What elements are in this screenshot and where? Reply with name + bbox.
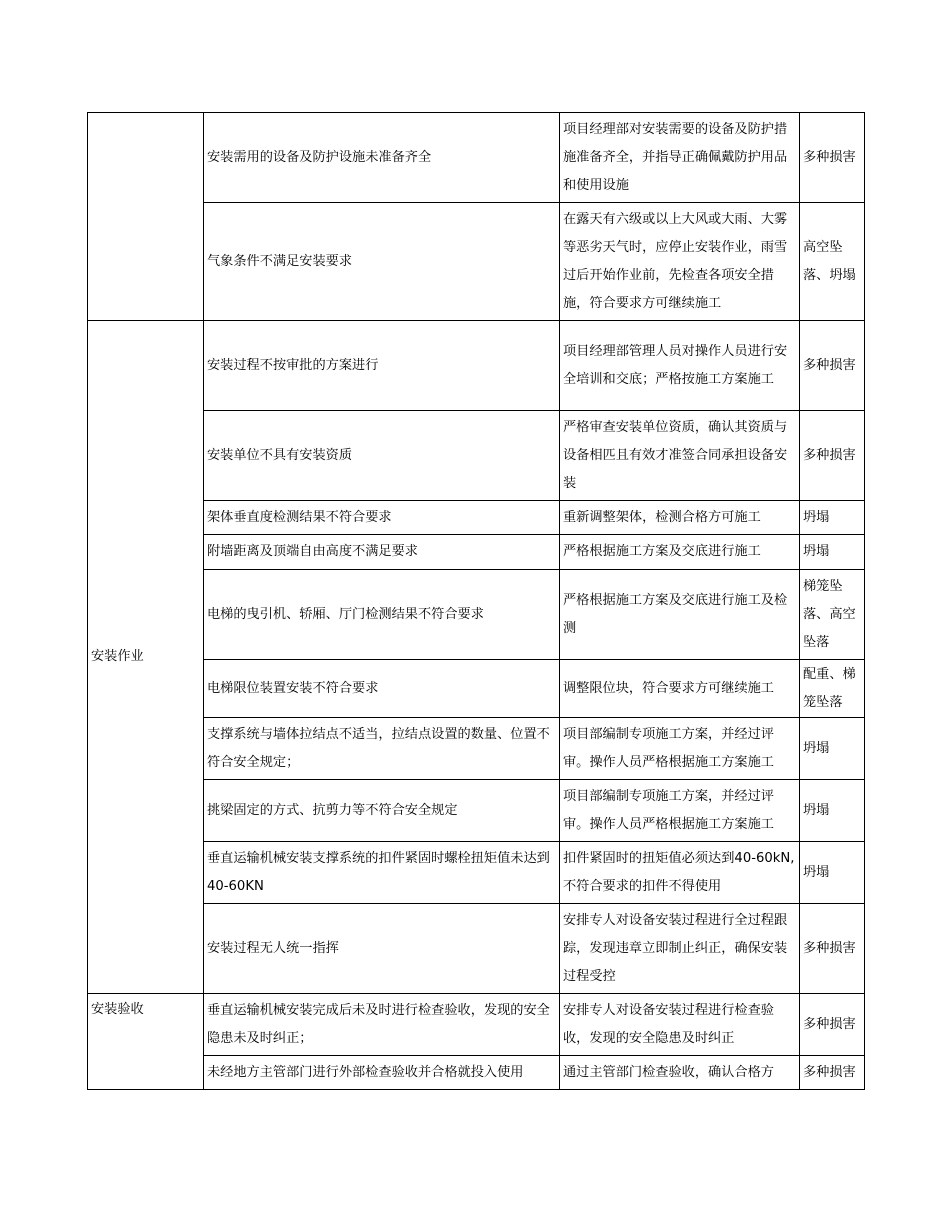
measure-cell: 严格根据施工方案及交底进行施工 — [560, 535, 800, 570]
stage-cell-install-work: 安装作业 — [88, 321, 204, 994]
consequence-cell: 高空坠落、坍塌 — [800, 203, 865, 321]
hazard-cell: 气象条件不满足安装要求 — [204, 203, 560, 321]
measure-cell: 安排专人对设备安装过程进行检查验收，发现的安全隐患及时纠正 — [560, 994, 800, 1056]
consequence-cell: 坍塌 — [800, 501, 865, 535]
hazard-cell: 垂直运输机械安装完成后未及时进行检查验收，发现的安全隐患未及时纠正； — [204, 994, 560, 1056]
measure-cell: 重新调整架体，检测合格方可施工 — [560, 501, 800, 535]
hazard-cell: 安装单位不具有安装资质 — [204, 411, 560, 501]
table-row — [88, 660, 865, 718]
table-row — [88, 842, 865, 904]
table-row — [88, 1056, 865, 1090]
table-row — [88, 203, 865, 321]
table-row — [88, 904, 865, 994]
hazard-cell: 垂直运输机械安装支撑系统的扣件紧固时螺栓扭矩值未达到40-60KN — [204, 842, 560, 904]
measure-cell: 项目经理部管理人员对操作人员进行安全培训和交底；严格按施工方案施工 — [560, 321, 800, 411]
consequence-cell: 多种损害 — [800, 113, 865, 203]
hazard-cell: 附墙距离及顶端自由高度不满足要求 — [204, 535, 560, 570]
measure-cell: 严格审查安装单位资质，确认其资质与设备相匹且有效才准签合同承担设备安装 — [560, 411, 800, 501]
table-row — [88, 780, 865, 842]
stage-cell-install-acceptance: 安装验收 — [88, 994, 204, 1090]
stage-cell-empty — [88, 113, 204, 321]
hazard-cell: 电梯的曳引机、轿厢、厅门检测结果不符合要求 — [204, 570, 560, 660]
measure-cell: 严格根据施工方案及交底进行施工及检测 — [560, 570, 800, 660]
hazard-cell: 架体垂直度检测结果不符合要求 — [204, 501, 560, 535]
hazard-cell: 电梯限位装置安装不符合要求 — [204, 660, 560, 718]
hazard-cell: 支撑系统与墙体拉结点不适当，拉结点设置的数量、位置不符合安全规定； — [204, 718, 560, 780]
measure-cell: 扣件紧固时的扭矩值必须达到40-60kN,不符合要求的扣件不得使用 — [560, 842, 800, 904]
consequence-cell: 多种损害 — [800, 411, 865, 501]
hazard-cell: 挑梁固定的方式、抗剪力等不符合安全规定 — [204, 780, 560, 842]
measure-cell: 安排专人对设备安装过程进行全过程跟踪，发现违章立即制止纠正，确保安装过程受控 — [560, 904, 800, 994]
consequence-cell: 多种损害 — [800, 904, 865, 994]
table-row — [88, 718, 865, 780]
hazard-cell: 安装需用的设备及防护设施未准备齐全 — [204, 113, 560, 203]
consequence-cell: 配重、梯笼坠落 — [800, 660, 865, 718]
measure-cell: 通过主管部门检查验收，确认合格方 — [560, 1056, 800, 1090]
consequence-cell: 多种损害 — [800, 321, 865, 411]
consequence-cell: 坍塌 — [800, 535, 865, 570]
table-row — [88, 570, 865, 660]
table-row — [88, 321, 865, 411]
measure-cell: 项目经理部对安装需要的设备及防护措施准备齐全，并指导正确佩戴防护用品和使用设施 — [560, 113, 800, 203]
hazard-cell: 安装过程无人统一指挥 — [204, 904, 560, 994]
table-row — [88, 501, 865, 535]
consequence-cell: 多种损害 — [800, 994, 865, 1056]
consequence-cell: 坍塌 — [800, 780, 865, 842]
consequence-cell: 多种损害 — [800, 1056, 865, 1090]
measure-cell: 项目部编制专项施工方案，并经过评审。操作人员严格根据施工方案施工 — [560, 780, 800, 842]
table-row — [88, 994, 865, 1056]
consequence-cell: 梯笼坠落、高空坠落 — [800, 570, 865, 660]
table-row — [88, 535, 865, 570]
table-row — [88, 411, 865, 501]
risk-table — [87, 112, 865, 1090]
measure-cell: 项目部编制专项施工方案，并经过评审。操作人员严格根据施工方案施工 — [560, 718, 800, 780]
table-row — [88, 113, 865, 203]
consequence-cell: 坍塌 — [800, 718, 865, 780]
hazard-cell: 未经地方主管部门进行外部检查验收并合格就投入使用 — [204, 1056, 560, 1090]
consequence-cell: 坍塌 — [800, 842, 865, 904]
hazard-cell: 安装过程不按审批的方案进行 — [204, 321, 560, 411]
measure-cell: 调整限位块，符合要求方可继续施工 — [560, 660, 800, 718]
measure-cell: 在露天有六级或以上大风或大雨、大雾等恶劣天气时，应停止安装作业，雨雪过后开始作业前，先检查各项安全措施，符合要求方可继续施工 — [560, 203, 800, 321]
